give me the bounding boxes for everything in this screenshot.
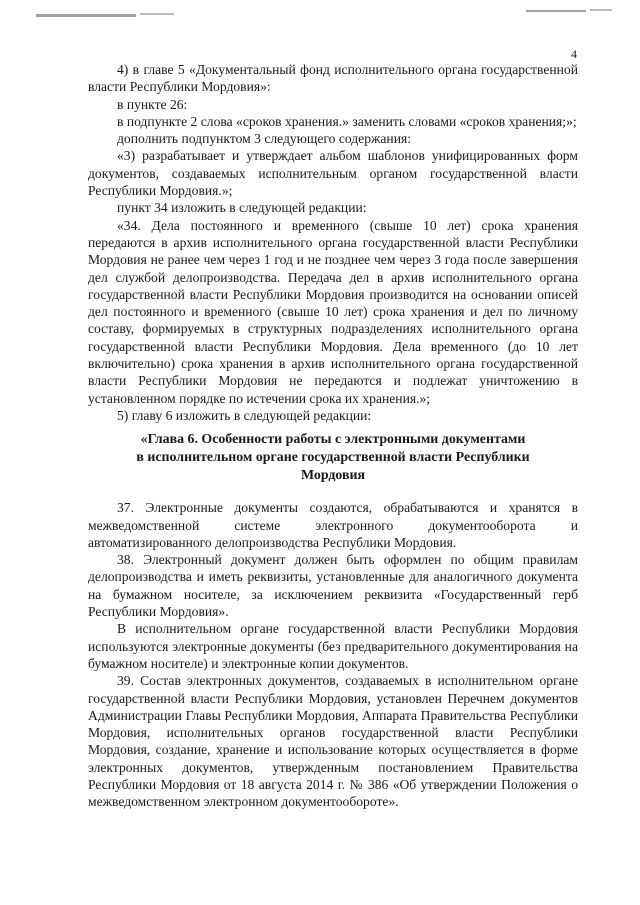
page-number: 4 [571,47,577,61]
paragraph-item34-intro: пункт 34 изложить в следующей редакции: [117,200,367,216]
scan-artifact-left [36,14,136,17]
chapter6-heading [88,431,578,485]
heading-line: «Глава 6. Особенности работы с электронными документами [140,432,526,448]
paragraph-chapter5-intro: 4) в главе 5 «Документальный фонд исполнительного органа государственной власти Республики Мордовия»: [88,62,578,95]
paragraph-electronic-copies: В исполнительном органе государственной власти Республики Мордовия используются электронные документы (без предварительного документирования на бумажном носителе) и электронные копии документов. [88,621,578,671]
paragraph-item26: в пункте 26: [117,96,188,112]
scan-artifact-right [526,10,586,12]
document-body [88,61,578,811]
heading-line: в исполнительном органе государственной власти Республики [136,450,530,466]
paragraph-add-subitem3: дополнить подпунктом 3 следующего содержания: [117,131,412,147]
heading-line: Мордовия [300,468,366,484]
paragraph-item38: 38. Электронный документ должен быть оформлен по общим правилам делопроизводства и иметь реквизиты, установленные для аналогичного документа на бумажном носителе, за исключением реквизита «Государственный герб Республики Мордовия». [88,552,578,620]
paragraph-subitem3-text: «3) разрабатывает и утверждает альбом шаблонов унифицированных форм документов, создаваемых исполнительным органом государственной власти Республики Мордовия.»; [88,148,578,199]
paragraph-item39: 39. Состав электронных документов, создаваемых в исполнительном органе государственной власти Республики Мордовия, установлен Перечнем документов Администрации Главы Республики Мордовия, Аппарата Правительства Республики Мордовия, исполнительных органов государственной власти Республики Мордовия, создание, хранение и использование которых осуществляется в форме электронных документов, утвержденным постановлением Правительства Республики Мордовия от 18 августа 2014 г. № 386 «Об утверждении Положения о межведомственном электронном документообороте». [88,673,578,810]
paragraph-chapter6-intro: 5) главу 6 изложить в следующей редакции: [117,407,372,423]
paragraph-item37: 37. Электронные документы создаются, обрабатываются и хранятся в межведомственной системе электронного документооборота и автоматизированного делопроизводства Республики Мордовия. [88,500,578,550]
paragraph-item34-text: «34. Дела постоянного и временного (свыше 10 лет) срока хранения передаются в архив исполнительного органа государственной власти Республики Мордовия не ранее чем через 1 год и не позднее чем через 3 года после завершения дел службой делопроизводства. Передача дел в архив исполнительного органа государственной власти Республики Мордовия производится на основании описей дел постоянного и временного (свыше 10 лет) срока хранения и дел по личному составу, формируемых в структурных подразделениях исполнительного органа государственной власти Республики Мордовия. Дела временного (до 10 лет включительно) срока хранения в архив исполнительного органа государственной власти Республики Мордовия не передаются и подлежат уничтожению в установленном порядке по истечении срока их хранения.»; [88,217,578,406]
paragraph-subitem2: в подпункте 2 слова «сроков хранения.» заменить словами «сроков хранения;»; [117,113,577,129]
scan-artifact-left-2 [140,13,174,15]
scan-artifact-right-2 [590,9,612,11]
